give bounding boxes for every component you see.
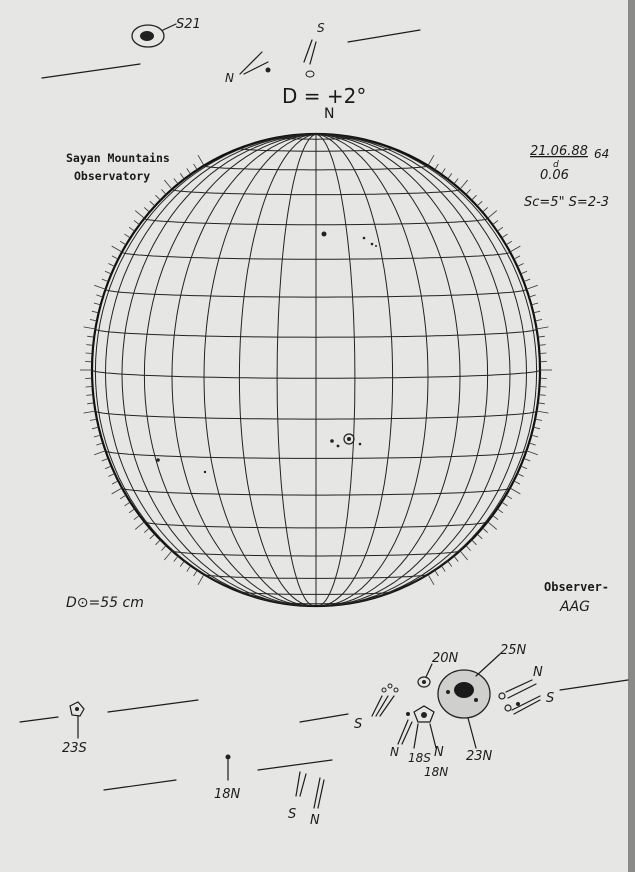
spot-label-s-top: S [317, 21, 325, 35]
spot-label-n-right: N [533, 665, 543, 680]
limb-tick [540, 353, 547, 354]
observation-time-sup: d [553, 160, 559, 170]
small-spot [266, 68, 271, 73]
disk-diameter: D⊙=55 cm [66, 595, 144, 611]
paper-edge-shadow [628, 0, 635, 872]
observation-date: 21.06.88 [530, 144, 588, 159]
observation-time: 0.06 [540, 168, 569, 183]
spot-label-18s: 18S [408, 751, 431, 765]
spot-label-18n-left: 18N [214, 787, 241, 802]
limb-tick [540, 387, 547, 388]
spot-label-s-lower: S [288, 807, 297, 822]
small-spot [406, 712, 410, 716]
spot-label-23s: 23S [62, 741, 87, 756]
spot-label-n-top: N [225, 71, 234, 85]
disk-spot [156, 458, 160, 462]
limb-tick [86, 387, 93, 388]
spot-umbra [140, 31, 154, 41]
observatory-name: Sayan Mountains [66, 151, 170, 165]
large-spot-umbra [454, 682, 474, 698]
disk-spot [337, 445, 340, 448]
disk-spot [363, 237, 366, 240]
disk-spot [371, 243, 374, 246]
spot-label-23n: 23N [466, 749, 493, 764]
seeing-conditions: Sc=5" S=2-3 [524, 195, 610, 210]
observer-name: AAG [560, 599, 591, 615]
spot-umbra [75, 707, 79, 711]
limb-tick [86, 353, 93, 354]
observer-label: Observer- [544, 580, 610, 594]
inclination-label: D = +2° [282, 84, 367, 108]
small-spot [516, 702, 520, 706]
spot-label-s21: S21 [176, 17, 201, 32]
disk-spot [322, 232, 327, 237]
north-pole-label: N [324, 106, 335, 122]
disk-spot [359, 443, 362, 446]
spot-label-s-right: S [546, 691, 555, 706]
spot-label-25n: 25N [500, 643, 527, 658]
small-spot [446, 690, 450, 694]
spot-label-20n: 20N [432, 651, 459, 666]
spot-label-s-group: S [354, 717, 363, 732]
small-spot [474, 698, 478, 702]
disk-spot [204, 471, 206, 473]
spot-label-n-group: N [390, 745, 399, 759]
observation-date-suffix: 64 [594, 147, 610, 161]
disk-spot [375, 245, 377, 247]
spot-umbra [422, 680, 426, 684]
spot-umbra [226, 755, 231, 760]
spot-umbra [421, 712, 427, 718]
disk-spot [330, 439, 334, 443]
spot-label-n-mid: N [434, 745, 444, 760]
observatory-word: Observatory [74, 169, 151, 183]
disk-spot [347, 437, 351, 441]
spot-label-n-lower: N [310, 813, 320, 828]
spot-label-18n-mid: 18N [424, 765, 449, 779]
